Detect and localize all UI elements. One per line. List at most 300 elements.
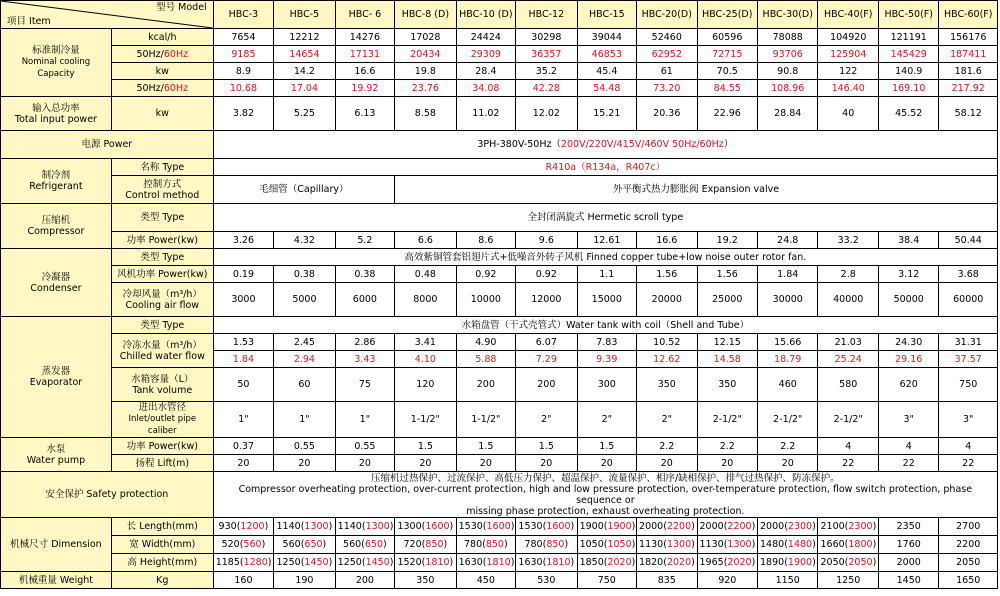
value-cell: 15000: [577, 283, 636, 317]
dimension-cell: 2000(2200): [697, 518, 757, 536]
dimension-60hz: 2300: [787, 521, 813, 532]
value-cell: 4.32: [274, 232, 335, 249]
dimension-cell: 1530(1600): [456, 518, 515, 536]
refrigerant-label: 制冷剂 Refrigerant: [1, 159, 112, 204]
value-cell: 42.28: [516, 80, 577, 97]
value-cell: 21.03: [818, 334, 878, 351]
value-cell: 140.9: [878, 63, 938, 80]
value-cell: 3000: [213, 283, 273, 317]
dimension-50hz: 2100: [820, 521, 845, 532]
condenser-label: 冷凝器 Condenser: [1, 249, 112, 317]
value-cell: 1.1: [577, 266, 636, 283]
height-label: 高 Height(mm): [111, 554, 213, 572]
value-cell: 58.12: [939, 97, 998, 131]
dimension-cell: 2100(2300): [818, 518, 878, 536]
value-cell: 28.4: [456, 63, 515, 80]
tank-volume-row: [1, 368, 998, 402]
dimension-60hz: 1800: [848, 539, 873, 550]
value-cell: 20: [456, 455, 515, 472]
compressor-type-label: 类型 Type: [111, 204, 213, 232]
dimension-cell: [939, 518, 998, 536]
model-header-cell: HBC-15: [577, 1, 636, 29]
value-cell: 20: [274, 455, 335, 472]
value-cell: 181.6: [939, 63, 998, 80]
value-cell: 1250: [818, 572, 878, 589]
tank-volume-label: 水箱容量（L） Tank volume: [111, 368, 213, 402]
pump-lift-label: 扬程 Lift(m): [111, 455, 213, 472]
value-cell: 60000: [939, 283, 998, 317]
value-cell: 16.6: [335, 63, 394, 80]
dimension-60hz: 1900: [607, 521, 632, 532]
unit-kw-label: kw: [111, 63, 213, 80]
cooling-kcal-60-row: [1, 46, 998, 63]
value-cell: 72715: [697, 46, 757, 63]
dimension-50hz: 1250: [337, 557, 362, 568]
value-cell: 33.2: [818, 232, 878, 249]
value-cell: 2": [637, 402, 697, 438]
dimension-cell: 520(560): [213, 536, 273, 554]
value-cell: 187411: [939, 46, 998, 63]
dimension-50hz: 560: [282, 539, 301, 550]
item-label: 项目 Item: [7, 16, 51, 27]
value-cell: 190: [274, 572, 335, 589]
value-cell: 50.44: [939, 232, 998, 249]
value-cell: 350: [697, 368, 757, 402]
dimension-50hz: 1630: [518, 557, 543, 568]
value-cell: 2.2: [758, 438, 818, 455]
model-header-cell: HBC-20(D): [637, 1, 697, 29]
refrigerant-type-value: R410a（R134a，R407c）: [213, 159, 997, 176]
value-cell: 54.48: [577, 80, 636, 97]
value-cell: 0.38: [335, 266, 394, 283]
model-header-cell: HBC-3: [213, 1, 273, 29]
value-cell: 4.90: [456, 334, 515, 351]
value-cell: 38.4: [878, 232, 938, 249]
value-cell: 45.4: [577, 63, 636, 80]
condenser-type-value: 高效紫铜管套铝翅片式+低噪音外转子风机 Finned copper tube+low noise outer rotor fan.: [213, 249, 997, 266]
model-header-cell: HBC-25(D): [697, 1, 757, 29]
value-cell: 460: [758, 368, 818, 402]
dimension-60hz: 1300: [365, 521, 390, 532]
dimension-cell: 1250(1450): [335, 554, 394, 572]
control-capillary-value: 毛细管（Capillary）: [213, 176, 394, 204]
header-corner-cell: [1, 1, 214, 29]
dimension-cell: 1130(1300): [697, 536, 757, 554]
value-cell: 6.13: [335, 97, 394, 131]
value-cell: 2": [577, 402, 636, 438]
value-cell: 217.92: [939, 80, 998, 97]
dimension-50hz: 2350: [896, 521, 921, 532]
dimension-cell: 560(650): [274, 536, 335, 554]
value-cell: 52460: [637, 29, 697, 46]
dimension-cell: 2000(2200): [637, 518, 697, 536]
pump-power-row: [1, 438, 998, 455]
value-cell: 50: [213, 368, 273, 402]
compressor-power-label: 功率 Power(kw): [111, 232, 213, 249]
value-cell: 11.02: [456, 97, 515, 131]
power-row: [1, 131, 998, 159]
value-cell: 5.25: [274, 97, 335, 131]
value-cell: 24.8: [758, 232, 818, 249]
value-cell: 25.24: [818, 351, 878, 368]
value-cell: 12.62: [637, 351, 697, 368]
dimension-50hz: 1300: [397, 521, 422, 532]
value-cell: 2.2: [637, 438, 697, 455]
value-cell: 1.53: [213, 334, 273, 351]
value-cell: 5.2: [335, 232, 394, 249]
dimension-50hz: 1630: [458, 557, 483, 568]
condenser-fan-row: [1, 266, 998, 283]
value-cell: 9.39: [577, 351, 636, 368]
dimension-50hz: 1050: [579, 539, 604, 550]
dimension-60hz: 1480: [787, 539, 813, 550]
value-cell: 60: [274, 368, 335, 402]
value-cell: 20: [516, 455, 577, 472]
value-cell: 14.58: [697, 351, 757, 368]
value-cell: 19.8: [395, 63, 456, 80]
dimension-60hz: 1280: [243, 557, 268, 568]
value-cell: 20: [577, 455, 636, 472]
dimension-cell: 2050(2050): [818, 554, 878, 572]
value-cell: 5000: [274, 283, 335, 317]
value-cell: 12212: [274, 29, 335, 46]
value-cell: 2-1/2": [697, 402, 757, 438]
value-cell: 3.26: [213, 232, 273, 249]
dimension-50hz: 1140: [337, 521, 362, 532]
value-cell: 10.68: [213, 80, 273, 97]
value-cell: 200: [456, 368, 515, 402]
value-cell: 20434: [395, 46, 456, 63]
value-cell: 12000: [516, 283, 577, 317]
dimension-60hz: 850: [546, 539, 565, 550]
value-cell: 7.29: [516, 351, 577, 368]
input-power-label: 输入总功率 Total input power: [1, 97, 112, 131]
pipe-caliber-row: [1, 402, 998, 438]
dimension-50hz: 780: [463, 539, 483, 550]
value-cell: 1650: [939, 572, 998, 589]
dimension-50hz: 560: [343, 539, 362, 550]
control-method-label: 控制方式 Control method: [111, 176, 213, 204]
value-cell: 6.6: [395, 232, 456, 249]
dimension-50hz: 1480: [760, 539, 785, 550]
condenser-fan-label: 风机功率 Power(kw): [111, 266, 213, 283]
value-cell: 0.48: [395, 266, 456, 283]
value-cell: 62952: [637, 46, 697, 63]
control-expansion-value: 外平衡式热力膨胀阀 Expansion valve: [395, 176, 998, 204]
value-cell: 20.36: [637, 97, 697, 131]
value-cell: 84.55: [697, 80, 757, 97]
value-cell: 24424: [456, 29, 515, 46]
dimension-50hz: 1520: [397, 557, 422, 568]
value-cell: 6000: [335, 283, 394, 317]
value-cell: 3.68: [939, 266, 998, 283]
value-cell: 2-1/2": [758, 402, 818, 438]
dimension-60hz: 1200: [240, 521, 265, 532]
value-cell: 4.10: [395, 351, 456, 368]
value-cell: 122: [818, 63, 878, 80]
dimension-50hz: 2050: [820, 557, 845, 568]
value-cell: 200: [516, 368, 577, 402]
dimension-cell: [939, 554, 998, 572]
dimension-60hz: 650: [304, 539, 323, 550]
value-cell: 20000: [637, 283, 697, 317]
value-cell: 34.08: [456, 80, 515, 97]
value-cell: 16.6: [637, 232, 697, 249]
value-cell: 125904: [818, 46, 878, 63]
value-cell: 4: [878, 438, 938, 455]
cooling-kw-60-row: [1, 80, 998, 97]
value-cell: 2-1/2": [818, 402, 878, 438]
value-cell: 0.92: [516, 266, 577, 283]
value-cell: 120: [395, 368, 456, 402]
value-cell: 0.19: [213, 266, 273, 283]
model-header-cell: HBC-60(F): [939, 1, 998, 29]
value-cell: 15.66: [758, 334, 818, 351]
value-cell: 17131: [335, 46, 394, 63]
value-cell: 20: [213, 455, 273, 472]
safety-row: [1, 472, 998, 518]
model-header-cell: HBC-12: [516, 1, 577, 29]
dimension-50hz: 2050: [956, 557, 981, 568]
dimension-60hz: 2020: [727, 557, 752, 568]
dimension-cell: 1820(2020): [637, 554, 697, 572]
compressor-label: 压缩机 Compressor: [1, 204, 112, 249]
compressor-type-value: 全封闭涡旋式 Hermetic scroll type: [213, 204, 997, 232]
width-label: 宽 Width(mm): [111, 536, 213, 554]
dimension-50hz: 1760: [896, 539, 921, 550]
dimension-cell: 1630(1810): [456, 554, 515, 572]
model-header-cell: HBC- 6: [335, 1, 394, 29]
value-cell: 3.43: [335, 351, 394, 368]
value-cell: 156176: [939, 29, 998, 46]
safety-value: 压缩机过热保护、过流保护、高低压力保护、超温保护、流量保护、相序/缺相保护、排气过热保护、防冻保护。 Compressor overheating protection, over-current protection, high and low pressure protection, over-temperature protection, flow switch protection, phase sequence or missing phase protection, exhaust overheating protection.: [213, 472, 997, 518]
evaporator-label: 蒸发器 Evaporator: [1, 317, 112, 438]
value-cell: 8.58: [395, 97, 456, 131]
condenser-air-row: [1, 283, 998, 317]
dimension-50hz: 520: [221, 539, 240, 550]
dimension-cell: 1185(1280): [213, 554, 273, 572]
value-cell: 20: [335, 455, 394, 472]
value-cell: 73.20: [637, 80, 697, 97]
value-cell: 30000: [758, 283, 818, 317]
value-cell: 2.86: [335, 334, 394, 351]
value-cell: 29.16: [878, 351, 938, 368]
value-cell: 20: [395, 455, 456, 472]
value-cell: 145429: [878, 46, 938, 63]
value-cell: 169.10: [878, 80, 938, 97]
value-cell: 7.83: [577, 334, 636, 351]
input-power-unit: kw: [111, 97, 213, 131]
value-cell: 2.45: [274, 334, 335, 351]
dimension-50hz: 1820: [639, 557, 664, 568]
dimension-cell: [939, 536, 998, 554]
value-cell: 23.76: [395, 80, 456, 97]
model-header-cell: HBC-50(F): [878, 1, 938, 29]
value-cell: 12.02: [516, 97, 577, 131]
length-label: 长 Length(mm): [111, 518, 213, 536]
value-cell: 22: [818, 455, 878, 472]
value-cell: 18.79: [758, 351, 818, 368]
model-header-cell: HBC-40(F): [818, 1, 878, 29]
compressor-power-row: [1, 232, 998, 249]
value-cell: 8.9: [213, 63, 273, 80]
dimension-cell: 560(650): [335, 536, 394, 554]
dimension-cell: 1300(1600): [395, 518, 456, 536]
value-cell: 146.40: [818, 80, 878, 97]
value-cell: 3": [939, 402, 998, 438]
dimension-60hz: 1050: [607, 539, 632, 550]
value-cell: 30298: [516, 29, 577, 46]
dimension-50hz: 1530: [458, 521, 483, 532]
pump-power-label: 功率 Power(kw): [111, 438, 213, 455]
dimension-60hz: 1300: [727, 539, 752, 550]
value-cell: 20: [697, 455, 757, 472]
chilled-water-label: 冷冻水量（m³/h） Chilled water flow: [111, 334, 213, 368]
value-cell: 78088: [758, 29, 818, 46]
value-cell: 3.12: [878, 266, 938, 283]
chilled-50-row: [1, 334, 998, 351]
dimension-label: 机械尺寸 Dimension: [1, 518, 112, 572]
value-cell: 1-1/2": [395, 402, 456, 438]
value-cell: 9185: [213, 46, 273, 63]
dimension-cell: 930(1200): [213, 518, 273, 536]
value-cell: 14276: [335, 29, 394, 46]
dimension-50hz: 2000: [639, 521, 664, 532]
value-cell: 70.5: [697, 63, 757, 80]
condenser-type-row: [1, 249, 998, 266]
value-cell: 920: [697, 572, 757, 589]
value-cell: 350: [637, 368, 697, 402]
dimension-50hz: 2200: [956, 539, 981, 550]
value-cell: 14.2: [274, 63, 335, 80]
value-cell: 0.38: [274, 266, 335, 283]
dimension-cell: 1965(2020): [697, 554, 757, 572]
dimension-60hz: 2050: [848, 557, 873, 568]
value-cell: 200: [335, 572, 394, 589]
value-cell: 15.21: [577, 97, 636, 131]
value-cell: 580: [818, 368, 878, 402]
value-cell: 104920: [818, 29, 878, 46]
value-cell: 9.6: [516, 232, 577, 249]
value-cell: 1.5: [395, 438, 456, 455]
dimension-60hz: 1810: [546, 557, 571, 568]
dimension-cell: 1850(2020): [577, 554, 636, 572]
value-cell: 0.55: [335, 438, 394, 455]
dimension-cell: [878, 536, 938, 554]
weight-unit: Kg: [111, 572, 213, 589]
dimension-cell: 720(850): [395, 536, 456, 554]
value-cell: 17028: [395, 29, 456, 46]
dimension-60hz: 1810: [425, 557, 450, 568]
pump-lift-row: [1, 455, 998, 472]
model-header-cell: HBC-5: [274, 1, 335, 29]
value-cell: 93706: [758, 46, 818, 63]
value-cell: 0.55: [274, 438, 335, 455]
value-cell: 60596: [697, 29, 757, 46]
value-cell: 46853: [577, 46, 636, 63]
value-cell: 12.15: [697, 334, 757, 351]
evaporator-type-row: [1, 317, 998, 334]
dimension-cell: 2000(2300): [758, 518, 818, 536]
dimension-50hz: 1130: [699, 539, 724, 550]
value-cell: 2.2: [697, 438, 757, 455]
value-cell: 1.5: [516, 438, 577, 455]
value-cell: 1.56: [637, 266, 697, 283]
value-cell: 0.92: [456, 266, 515, 283]
value-cell: 1.5: [456, 438, 515, 455]
dimension-cell: 1140(1300): [335, 518, 394, 536]
dimension-60hz: 2300: [848, 521, 873, 532]
value-cell: 31.31: [939, 334, 998, 351]
value-cell: 0.37: [213, 438, 273, 455]
value-cell: 4: [939, 438, 998, 455]
value-cell: 1450: [878, 572, 938, 589]
value-cell: 5.88: [456, 351, 515, 368]
dimension-60hz: 1600: [425, 521, 450, 532]
value-cell: 24.30: [878, 334, 938, 351]
value-cell: 450: [456, 572, 515, 589]
value-cell: 22: [878, 455, 938, 472]
value-cell: 3": [878, 402, 938, 438]
dimension-60hz: 560: [243, 539, 262, 550]
value-cell: 35.2: [516, 63, 577, 80]
dimension-cell: 1660(1800): [818, 536, 878, 554]
value-cell: 19.2: [697, 232, 757, 249]
value-cell: 1-1/2": [456, 402, 515, 438]
dimension-cell: 1130(1300): [637, 536, 697, 554]
value-cell: 620: [878, 368, 938, 402]
dimension-60hz: 650: [364, 539, 384, 550]
value-cell: 750: [577, 572, 636, 589]
value-cell: 29309: [456, 46, 515, 63]
refrigerant-type-row: [1, 159, 998, 176]
value-cell: 1": [335, 402, 394, 438]
dimension-50hz: 1850: [579, 557, 604, 568]
value-cell: 45.52: [878, 97, 938, 131]
dimension-60hz: 2020: [607, 557, 632, 568]
dimension-60hz: 1450: [304, 557, 329, 568]
value-cell: 2": [516, 402, 577, 438]
dimension-60hz: 1900: [787, 557, 813, 568]
condenser-type-label: 类型 Type: [111, 249, 213, 266]
dimension-50hz: 2700: [956, 521, 981, 532]
condenser-air-label: 冷却风量（m³/h） Cooling air flow: [111, 283, 213, 317]
dimension-cell: 780(850): [456, 536, 515, 554]
value-cell: 1": [213, 402, 273, 438]
value-cell: 37.57: [939, 351, 998, 368]
dimension-60hz: 1810: [486, 557, 511, 568]
value-cell: 90.8: [758, 63, 818, 80]
value-cell: 20: [758, 455, 818, 472]
safety-label: 安全保护 Safety protection: [1, 472, 214, 518]
value-cell: 20: [637, 455, 697, 472]
water-pump-label: 水泵 Water pump: [1, 438, 112, 472]
value-cell: 17.04: [274, 80, 335, 97]
value-cell: 22: [939, 455, 998, 472]
value-cell: 39044: [577, 29, 636, 46]
header-row: [1, 1, 998, 29]
dimension-cell: 1140(1300): [274, 518, 335, 536]
value-cell: 22.96: [697, 97, 757, 131]
weight-label: 机械重量 Weight: [1, 572, 112, 589]
value-cell: 40000: [818, 283, 878, 317]
evaporator-type-value: 水箱盘管（干式壳管式）Water tank with coil（Shell and Tube）: [213, 317, 997, 334]
length-row: [1, 518, 998, 536]
unit-kcal-label: kcal/h: [111, 29, 213, 46]
dimension-50hz: 1890: [760, 557, 785, 568]
value-cell: 530: [516, 572, 577, 589]
dimension-50hz: 2000: [699, 521, 724, 532]
